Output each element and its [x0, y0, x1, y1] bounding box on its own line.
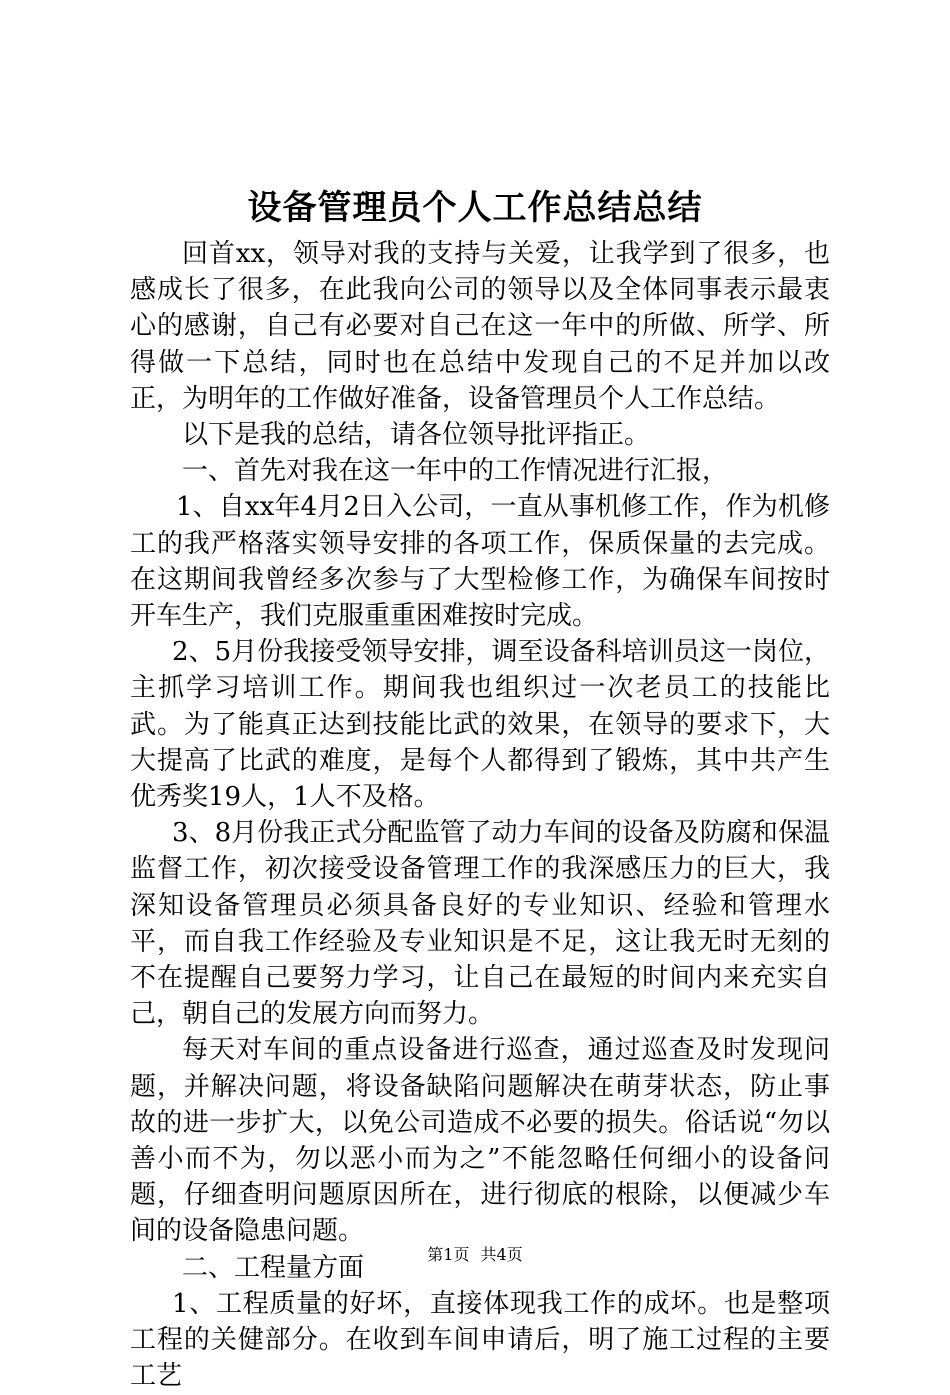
paragraph-item-2: 2、5月份我接受领导安排，调至设备科培训员这一岗位，主抓学习培训工作。期间我也组织过一次老员工的技能比武。为了能真正达到技能比武的效果，在领导的要求下，大大提高了比武的难度，是每个人都得到了锻炼，其中共产生优秀奖19人，1人不及格。 [130, 637, 830, 813]
document-title: 设备管理员个人工作总结总结 [247, 188, 703, 228]
page-number: 第1页 [427, 1245, 470, 1264]
paragraph-item-3: 3、8月份我正式分配监管了动力车间的设备及防腐和保温监督工作，初次接受设备管理工作的我深感压力的巨大，我深知设备管理员必须具备良好的专业知识、经验和管理水平，而自我工作经验及专业知识是不足，这让我无时无刻的不在提醒自己要努力学习，让自己在最短的时间内来充实自己，朝自己的发展方向而努力。 [130, 818, 830, 1030]
document-body [130, 236, 830, 1395]
page-total: 共4页 [480, 1245, 523, 1264]
paragraph-daily-inspection: 每天对车间的重点设备进行巡查，通过巡查及时发现问题，并解决问题，将设备缺陷问题解决在萌芽状态，防止事故的进一步扩大，以免公司造成不必要的损失。俗话说“勿以善小而不为，勿以恶小而为之”不能忽略任何细小的设备问题，仔细查明问题原因所在，进行彻底的根除，以便减少车间的设备隐患问题。 [130, 1035, 830, 1247]
paragraph-item-1: 1、自xx年4月2日入公司，一直从事机修工作，作为机修工的我严格落实领导安排的各项工作，保质保量的去完成。在这期间我曾经多次参与了大型检修工作，为确保车间按时开车生产，我们克服重重困难按时完成。 [130, 492, 830, 632]
paragraph-section-one-heading: 一、首先对我在这一年中的工作情况进行汇报， [182, 456, 729, 487]
page-footer [0, 1244, 950, 1266]
paragraph-section-two-heading: 二、工程量方面 [182, 1252, 365, 1283]
paragraph-engineering-item-1: 1、工程质量的好坏，直接体现我工作的成坏。也是整项工程的关健部分。在收到车间申请后，明了施工过程的主要工艺 [130, 1288, 830, 1392]
paragraph-summary-note: 以下是我的总结，请各位领导批评指正。 [182, 420, 651, 451]
paragraph-intro: 回首xx，领导对我的支持与关爱，让我学到了很多，也感成长了很多，在此我向公司的领导以及全体同事表示最衷心的感谢，自己有必要对自己在这一年中的所做、所学、所得做一下总结，同时也在总结中发现自己的不足并加以改正，为明年的工作做好准备，设备管理员个人工作总结。 [130, 239, 830, 414]
